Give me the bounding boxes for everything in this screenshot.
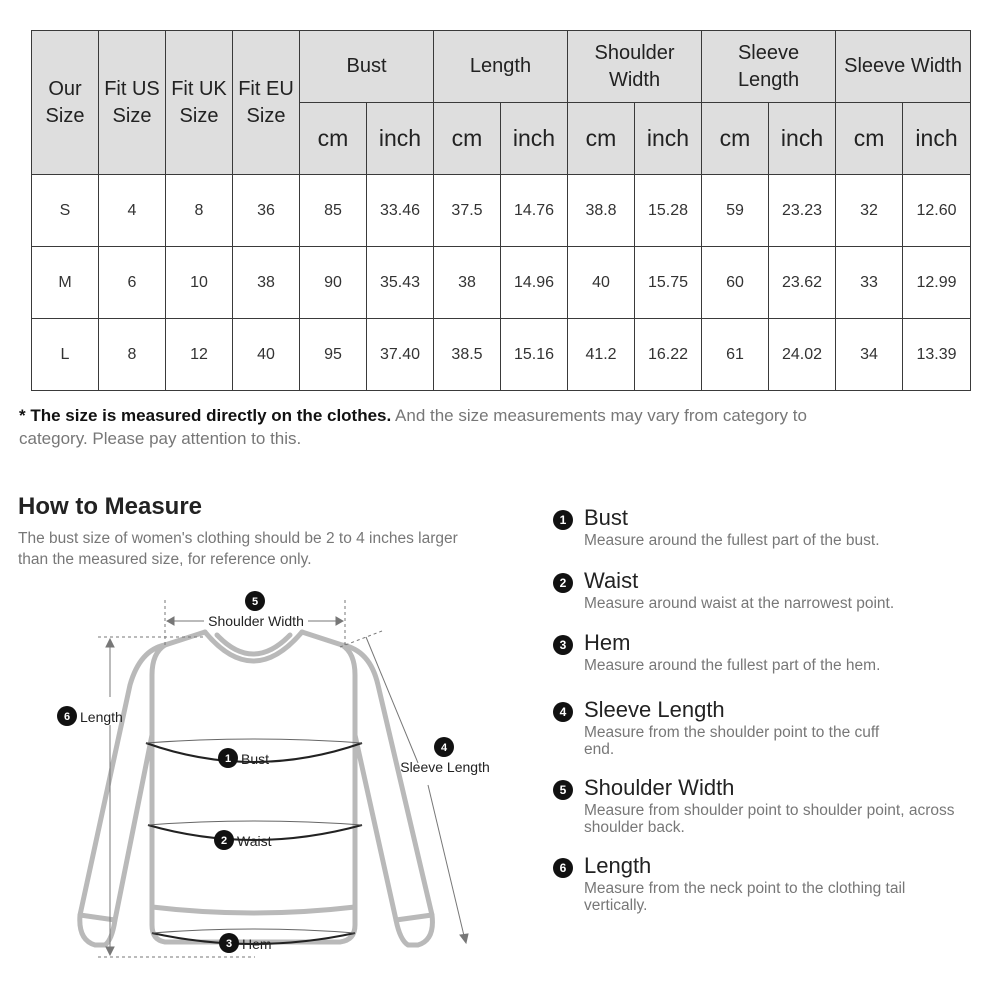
header-shoulder-inch: inch bbox=[635, 103, 702, 175]
measurement-name: Waist bbox=[584, 568, 639, 593]
table-cell: S bbox=[32, 175, 99, 247]
table-cell: 90 bbox=[300, 247, 367, 319]
table-cell: M bbox=[32, 247, 99, 319]
table-cell: 38 bbox=[233, 247, 300, 319]
size-note bbox=[19, 404, 819, 450]
bust-num: 1 bbox=[224, 753, 232, 765]
header-length-inch: inch bbox=[501, 103, 568, 175]
length-num: 6 bbox=[63, 711, 71, 723]
table-cell: 85 bbox=[300, 175, 367, 247]
header-bust: Bust bbox=[300, 31, 434, 103]
table-cell: 15.75 bbox=[635, 247, 702, 319]
measurement-name: Sleeve Length bbox=[584, 697, 725, 722]
number-badge-icon: 2 bbox=[553, 573, 573, 593]
header-sleeve-length: Sleeve Length bbox=[702, 31, 836, 103]
table-cell: 40 bbox=[233, 319, 300, 391]
header-bust-cm: cm bbox=[300, 103, 367, 175]
table-cell: 16.22 bbox=[635, 319, 702, 391]
table-cell: L bbox=[32, 319, 99, 391]
sleeve-length-num: 4 bbox=[440, 742, 448, 754]
number-badge-icon: 4 bbox=[553, 702, 573, 722]
table-cell: 38.8 bbox=[568, 175, 635, 247]
header-fit-eu: Fit EU Size bbox=[233, 31, 300, 175]
sweater-diagram bbox=[40, 585, 510, 985]
measurement-description: Measure around the fullest part of the hem. bbox=[584, 657, 881, 674]
header-sleeve-width: Sleeve Width bbox=[836, 31, 971, 103]
header-bust-inch: inch bbox=[367, 103, 434, 175]
table-cell: 35.43 bbox=[367, 247, 434, 319]
table-row bbox=[32, 319, 971, 391]
table-cell: 34 bbox=[836, 319, 903, 391]
table-cell: 13.39 bbox=[903, 319, 971, 391]
how-to-measure-description: The bust size of women's clothing should be 2 to 4 inches larger than the measured size, for reference only. bbox=[18, 530, 458, 568]
table-cell: 32 bbox=[836, 175, 903, 247]
number-badge-icon: 5 bbox=[553, 780, 573, 800]
sweater-outline-icon bbox=[80, 632, 433, 945]
number-badge-icon: 6 bbox=[553, 858, 573, 878]
number-badge-icon: 3 bbox=[553, 635, 573, 655]
table-cell: 33 bbox=[836, 247, 903, 319]
table-cell: 36 bbox=[233, 175, 300, 247]
table-cell: 40 bbox=[568, 247, 635, 319]
table-cell: 12 bbox=[166, 319, 233, 391]
waist-num: 2 bbox=[220, 835, 228, 847]
header-our-size: Our Size bbox=[32, 31, 99, 175]
shoulder-width-num: 5 bbox=[251, 596, 259, 608]
table-cell: 41.2 bbox=[568, 319, 635, 391]
size-table-body bbox=[32, 175, 971, 391]
table-cell: 6 bbox=[99, 247, 166, 319]
table-row bbox=[32, 247, 971, 319]
table-cell: 8 bbox=[166, 175, 233, 247]
header-sleeve-length-cm: cm bbox=[702, 103, 769, 175]
shoulder-width-label: Shoulder Width bbox=[208, 613, 304, 629]
table-cell: 15.16 bbox=[501, 319, 568, 391]
table-cell: 4 bbox=[99, 175, 166, 247]
table-cell: 15.28 bbox=[635, 175, 702, 247]
measurement-name: Length bbox=[584, 853, 652, 878]
table-cell: 8 bbox=[99, 319, 166, 391]
header-sleeve-width-cm: cm bbox=[836, 103, 903, 175]
size-chart-table bbox=[31, 30, 971, 391]
measurement-name: Bust bbox=[584, 505, 629, 530]
sleeve-length-label: Sleeve Length bbox=[400, 759, 490, 775]
number-badge-icon: 1 bbox=[553, 510, 573, 530]
measurement-description: Measure from shoulder point to shoulder point, across shoulder back. bbox=[584, 802, 955, 836]
table-cell: 60 bbox=[702, 247, 769, 319]
table-cell: 23.62 bbox=[769, 247, 836, 319]
table-cell: 59 bbox=[702, 175, 769, 247]
table-cell: 95 bbox=[300, 319, 367, 391]
table-cell: 12.99 bbox=[903, 247, 971, 319]
size-note-bold: * The size is measured directly on the clothes. bbox=[19, 406, 392, 425]
table-cell: 37.40 bbox=[367, 319, 434, 391]
table-cell: 23.23 bbox=[769, 175, 836, 247]
measurement-description: Measure from the shoulder point to the cuff end. bbox=[584, 724, 880, 758]
header-sleeve-width-inch: inch bbox=[903, 103, 971, 175]
measurement-name: Shoulder Width bbox=[584, 775, 735, 800]
header-length: Length bbox=[434, 31, 568, 103]
header-sleeve-length-inch: inch bbox=[769, 103, 836, 175]
header-fit-uk: Fit UK Size bbox=[166, 31, 233, 175]
table-cell: 14.96 bbox=[501, 247, 568, 319]
table-cell: 38 bbox=[434, 247, 501, 319]
waist-label: Waist bbox=[237, 833, 272, 849]
measurement-description: Measure from the neck point to the clothing tail vertically. bbox=[584, 880, 906, 914]
table-cell: 61 bbox=[702, 319, 769, 391]
header-fit-us: Fit US Size bbox=[99, 31, 166, 175]
header-shoulder-width: Shoulder Width bbox=[568, 31, 702, 103]
hem-num: 3 bbox=[225, 938, 233, 950]
table-cell: 10 bbox=[166, 247, 233, 319]
hem-label: Hem bbox=[242, 936, 272, 952]
table-cell: 33.46 bbox=[367, 175, 434, 247]
length-label: Length bbox=[80, 709, 123, 725]
size-note-rest: And the size measurements may vary from category to category. Please pay attention to this. bbox=[19, 406, 807, 448]
measurement-name: Hem bbox=[584, 630, 631, 655]
table-cell: 14.76 bbox=[501, 175, 568, 247]
table-cell: 12.60 bbox=[903, 175, 971, 247]
header-length-cm: cm bbox=[434, 103, 501, 175]
table-cell: 38.5 bbox=[434, 319, 501, 391]
bust-label: Bust bbox=[241, 751, 270, 767]
measurement-description: Measure around the fullest part of the bust. bbox=[584, 532, 880, 549]
table-row bbox=[32, 175, 971, 247]
measurement-description: Measure around waist at the narrowest point. bbox=[584, 595, 895, 612]
header-shoulder-cm: cm bbox=[568, 103, 635, 175]
table-cell: 24.02 bbox=[769, 319, 836, 391]
table-cell: 37.5 bbox=[434, 175, 501, 247]
how-to-measure-title: How to Measure bbox=[18, 493, 203, 520]
